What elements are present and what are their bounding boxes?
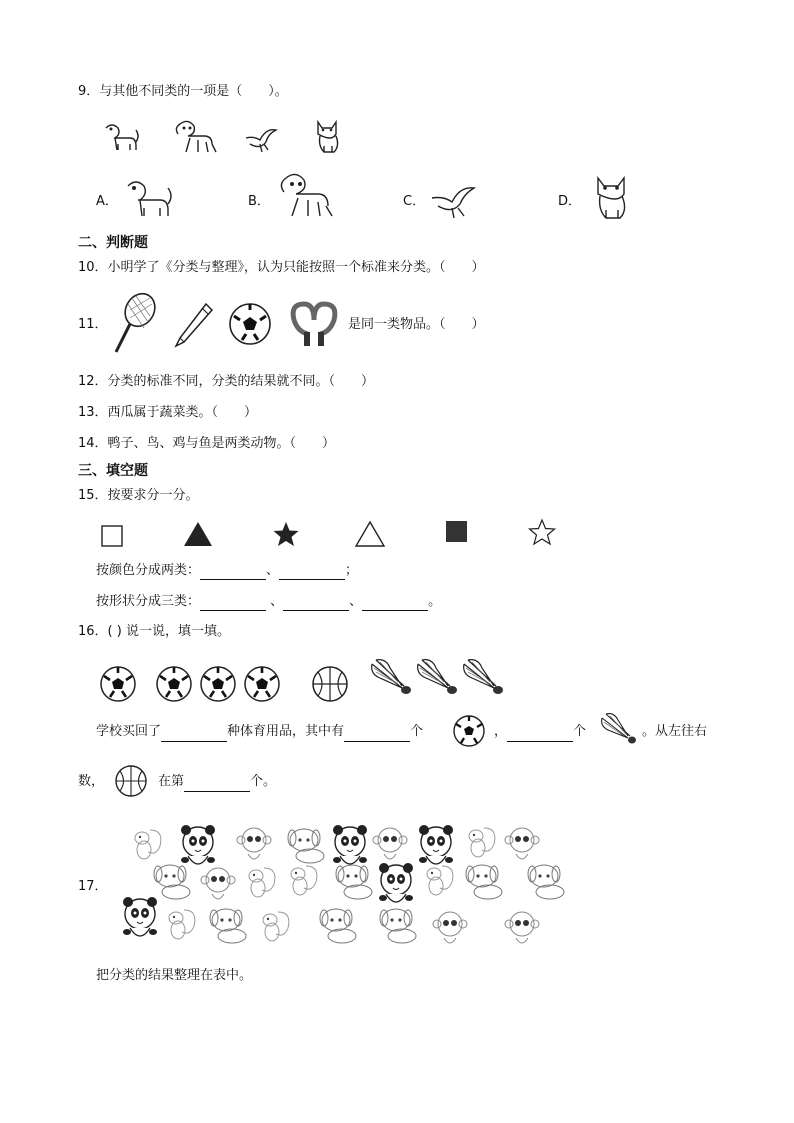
section-title-fill-in: 三、填空题: [78, 463, 148, 479]
q17-text: 把分类的结果整理在表中。: [96, 968, 253, 983]
q9-option-c[interactable]: C．: [403, 194, 426, 209]
q16-line2: [158, 772, 276, 792]
jump-rope-icon: [284, 300, 344, 348]
q16-line2-a: 数，: [78, 774, 105, 789]
q11-text: 是同一类物品。（ ）: [348, 317, 485, 332]
answer-blank[interactable]: [507, 727, 573, 742]
football-icon: [201, 667, 235, 701]
answer-blank[interactable]: [279, 565, 345, 580]
answer-blank[interactable]: [362, 596, 428, 611]
football-icon: [157, 667, 191, 701]
cat-icon: [312, 118, 344, 156]
q15-by-color-label: 按颜色分成两类：: [96, 563, 201, 578]
shuttlecock-group: [370, 658, 510, 702]
bird-icon: [428, 180, 480, 220]
section-title-judgement: 二、判断题: [78, 235, 148, 251]
puppy-icon: [272, 170, 340, 222]
q9-option-b[interactable]: B．: [248, 194, 270, 209]
answer-blank[interactable]: [200, 596, 266, 611]
q12-text: 12．分类的标准不同，分类的结果就不同。（ ）: [78, 374, 375, 389]
football-icon: [228, 302, 272, 346]
q16-line1-c: 个: [410, 724, 424, 739]
animal-picture: [108, 814, 578, 954]
q9-option-d[interactable]: D．: [558, 194, 582, 209]
answer-blank[interactable]: [283, 596, 349, 611]
pencil-icon: [172, 300, 214, 350]
q16-line1-d: ，: [494, 724, 508, 739]
q16-line1-cont: [494, 722, 586, 742]
basketball-icon: [313, 667, 347, 701]
football-icon: [101, 667, 135, 701]
q9-option-a[interactable]: A．: [96, 194, 118, 209]
q9-text: 9．与其他不同类的一项是（ ）。: [78, 84, 288, 99]
basketball-icon: [114, 764, 148, 798]
separator: 、: [266, 563, 280, 578]
q16-line1-a: 学校买回了: [96, 724, 162, 739]
q16-line1-e: 个: [573, 724, 587, 739]
puppy-icon: [170, 118, 218, 156]
badminton-racket-icon: [108, 292, 158, 356]
answer-blank[interactable]: [200, 565, 266, 580]
bird-icon: [242, 124, 280, 154]
q16-line1-b: 种体育用品，其中有: [227, 724, 345, 739]
answer-blank[interactable]: [161, 727, 227, 742]
q15-by-shape-label: 按形状分成三类：: [96, 594, 201, 609]
shuttlecock-icon: [464, 660, 503, 694]
separator: 。: [428, 594, 442, 609]
shuttlecock-icon: [372, 660, 411, 694]
cat-icon: [590, 172, 634, 224]
q16-line2-c: 个。: [250, 774, 277, 789]
separator: ；: [345, 563, 359, 578]
q15-by-color-row: [96, 562, 358, 580]
white-square-icon: [100, 524, 126, 550]
q16-line1: [96, 722, 423, 742]
answer-blank[interactable]: [184, 777, 250, 792]
q16-line1-f: 。从左往右: [642, 724, 708, 739]
football-icon: [245, 667, 279, 701]
dog-icon: [120, 176, 180, 222]
answer-blank[interactable]: [344, 727, 410, 742]
q13-text: 13．西瓜属于蔬菜类。（ ）: [78, 405, 258, 420]
black-triangle-icon: [184, 520, 214, 548]
q10-text: 10．小明学了《分类与整理》，认为只能按照一个标准来分类。（ ）: [78, 260, 485, 275]
football-group: [100, 664, 384, 704]
shuttlecock-icon: [600, 712, 640, 750]
black-star-icon: [272, 520, 300, 548]
q16-text: 16．( ) 说一说，填一填。: [78, 624, 230, 639]
q14-text: 14．鸭子、鸟、鸡与鱼是两类动物。（ ）: [78, 436, 336, 451]
white-triangle-icon: [356, 520, 386, 548]
q16-line2-b: 在第: [158, 774, 185, 789]
separator: 、: [349, 594, 363, 609]
black-square-icon: [444, 519, 470, 545]
q15-text: 15．按要求分一分。: [78, 488, 199, 503]
white-star-icon: [528, 518, 556, 546]
separator: 、: [266, 594, 284, 609]
q17-number: 17．: [78, 879, 108, 894]
shuttlecock-icon: [418, 660, 457, 694]
dog-icon: [100, 120, 142, 154]
q11-number: 11．: [78, 317, 108, 332]
q15-by-shape-row: [96, 593, 441, 611]
football-icon: [452, 714, 486, 748]
